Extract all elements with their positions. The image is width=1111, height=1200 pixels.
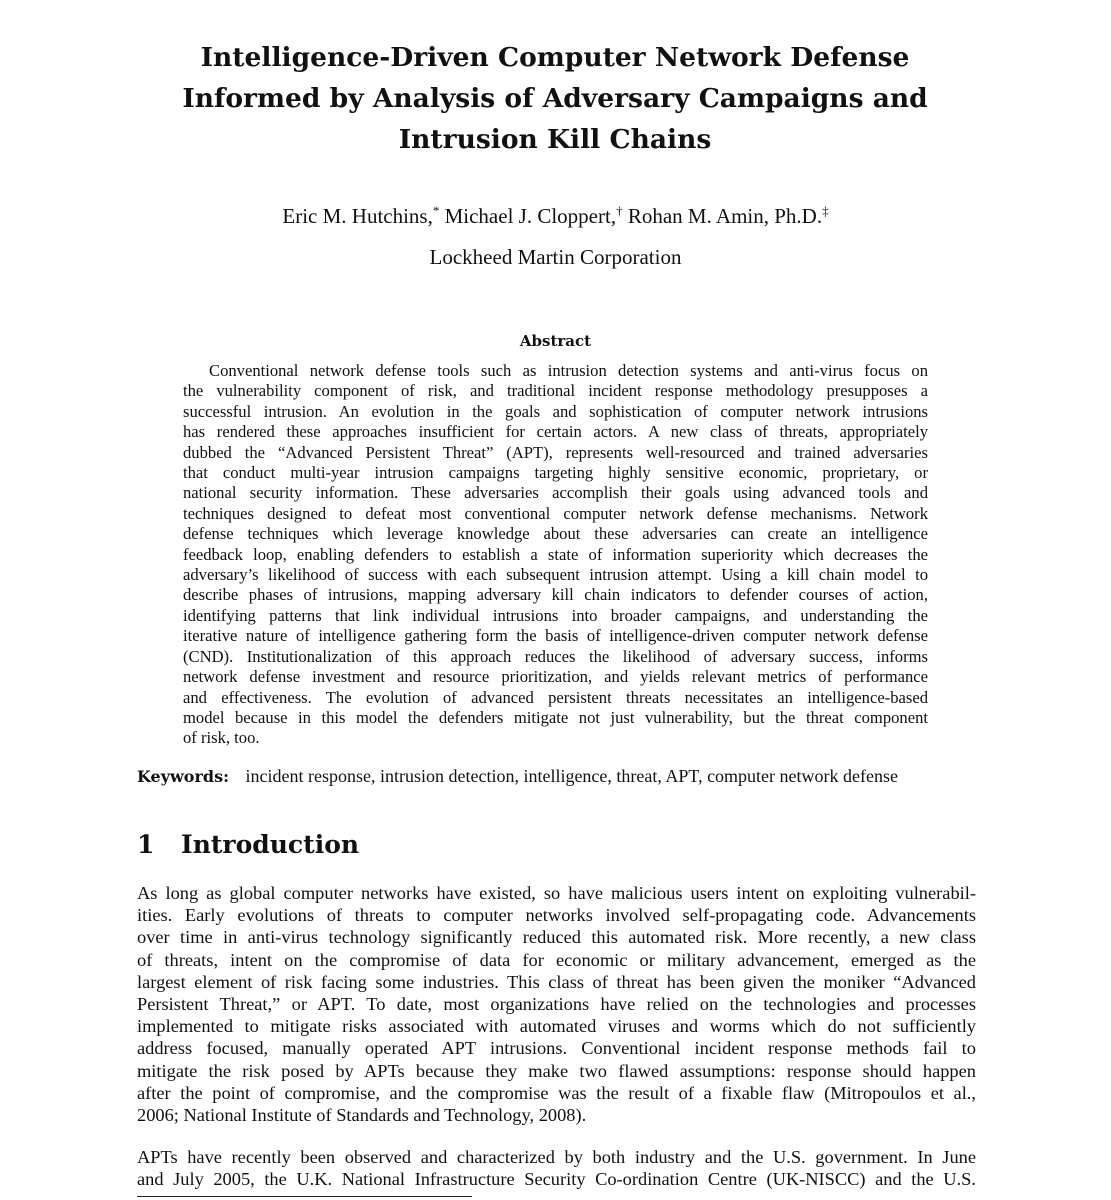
author-name: Rohan M. Amin, Ph.D.: [627, 204, 823, 228]
title-line: Informed by Analysis of Adversary Campaigns and: [182, 83, 928, 114]
keywords-text: incident response, intrusion detection, intelligence, threat, APT, computer network defense: [245, 766, 898, 786]
abstract-heading: Abstract: [519, 332, 592, 350]
footnote-divider: [137, 1196, 472, 1197]
abstract-line: model because in this model the defenders mitigate not just vulnerability, but the threat component: [183, 707, 928, 727]
abstract-line: network defense investment and resource prioritization, and yields relevant metrics of performance: [183, 667, 928, 687]
title-line: Intelligence-Driven Computer Network Defense: [200, 42, 910, 73]
title-line: Intrusion Kill Chains: [398, 124, 712, 155]
abstract-line: that conduct multi-year intrusion campaigns targeting highly sensitive economic, proprietary, or: [183, 463, 928, 483]
abstract-line: dubbed the “Advanced Persistent Threat” (APT), represents well-resourced and trained adversaries: [183, 442, 928, 462]
section-title: Introduction: [181, 830, 360, 859]
author-name: Michael J. Cloppert,: [444, 204, 617, 228]
body-line: address focused, manually operated APT intrusions. Conventional incident response methods fail to: [137, 1038, 976, 1059]
author-name: Eric M. Hutchins,: [282, 204, 433, 228]
abstract-line: Conventional network defense tools such as intrusion detection systems and anti-virus focus on: [209, 361, 928, 380]
intro-paragraph-1: [137, 882, 976, 1126]
footnote-mark: ‡: [822, 203, 829, 218]
section-heading: [137, 827, 359, 863]
body-line: implemented to mitigate risks associated with automated viruses and worms which do not sufficiently: [137, 1016, 976, 1037]
body-line: after the point of compromise, and the compromise was the result of a fixable flaw (Mitropoulos et al.,: [137, 1082, 976, 1103]
keywords: [137, 765, 898, 788]
abstract-line: (CND). Institutionalization of this approach reduces the likelihood of adversary success, informs: [183, 646, 928, 666]
author-list: [0, 203, 1111, 229]
body-line: mitigate the risk posed by APTs because they make two flawed assumptions: response should happen: [137, 1060, 976, 1081]
abstract-line: of risk, too.: [183, 728, 260, 748]
abstract-line: successful intrusion. An evolution in the goals and sophistication of computer network intrusions: [183, 401, 928, 421]
abstract-line: adversary’s likelihood of success with each subsequent intrusion attempt. Using a kill chain model to: [183, 565, 928, 585]
body-line: of threats, intent on the compromise of data for economic or military advancement, emerged as the: [137, 949, 976, 970]
body-line: over time in anti-virus technology significantly reduced this automated risk. More recently, a new class: [137, 927, 976, 948]
section-number: 1: [137, 830, 155, 859]
body-line: ities. Early evolutions of threats to computer networks involved self-propagating code. Advancements: [137, 905, 976, 926]
paper-title: [60, 37, 1050, 160]
abstract-line: techniques designed to defeat most conventional computer network defense mechanisms. Network: [183, 503, 928, 523]
body-line: APTs have recently been observed and characterized by both industry and the U.S. government. In June: [137, 1147, 976, 1167]
abstract-line: iterative nature of intelligence gathering form the basis of intelligence-driven computer network defense: [183, 626, 928, 646]
footnote-mark: †: [616, 203, 623, 218]
abstract-line: feedback loop, enabling defenders to establish a state of information superiority which decreases the: [183, 544, 928, 564]
abstract-line: describe phases of intrusions, mapping adversary kill chain indicators to defender courses of action,: [183, 585, 928, 605]
footnote-mark: *: [432, 203, 440, 218]
intro-paragraph-2: [137, 1146, 976, 1190]
affiliation: Lockheed Martin Corporation: [429, 245, 682, 269]
body-line: 2006; National Institute of Standards and Technology, 2008).: [137, 1105, 587, 1126]
abstract-line: the vulnerability component of risk, and traditional incident response methodology presupposes a: [183, 381, 928, 401]
body-line: and July 2005, the U.K. National Infrastructure Security Co-ordination Centre (UK-NISCC) and the U.S.: [137, 1169, 976, 1190]
abstract-line: identifying patterns that link individual intrusions into broader campaigns, and understanding the: [183, 605, 928, 625]
abstract-line: defense techniques which leverage knowledge about these adversaries can create an intelligence: [183, 524, 928, 544]
abstract-line: national security information. These adversaries accomplish their goals using advanced tools and: [183, 483, 928, 503]
body-line: largest element of risk facing some industries. This class of threat has been given the moniker “Advanced: [137, 971, 976, 992]
abstract-line: and effectiveness. The evolution of advanced persistent threats necessitates an intelligence-based: [183, 687, 928, 707]
body-line: Persistent Threat,” or APT. To date, most organizations have relied on the technologies and processes: [137, 994, 976, 1015]
body-line: As long as global computer networks have existed, so have malicious users intent on exploiting vulnerabil-: [137, 883, 976, 903]
keywords-label: Keywords:: [137, 767, 230, 786]
abstract-line: has rendered these approaches insufficient for certain actors. A new class of threats, appropriately: [183, 422, 928, 442]
abstract-body: [183, 361, 928, 749]
